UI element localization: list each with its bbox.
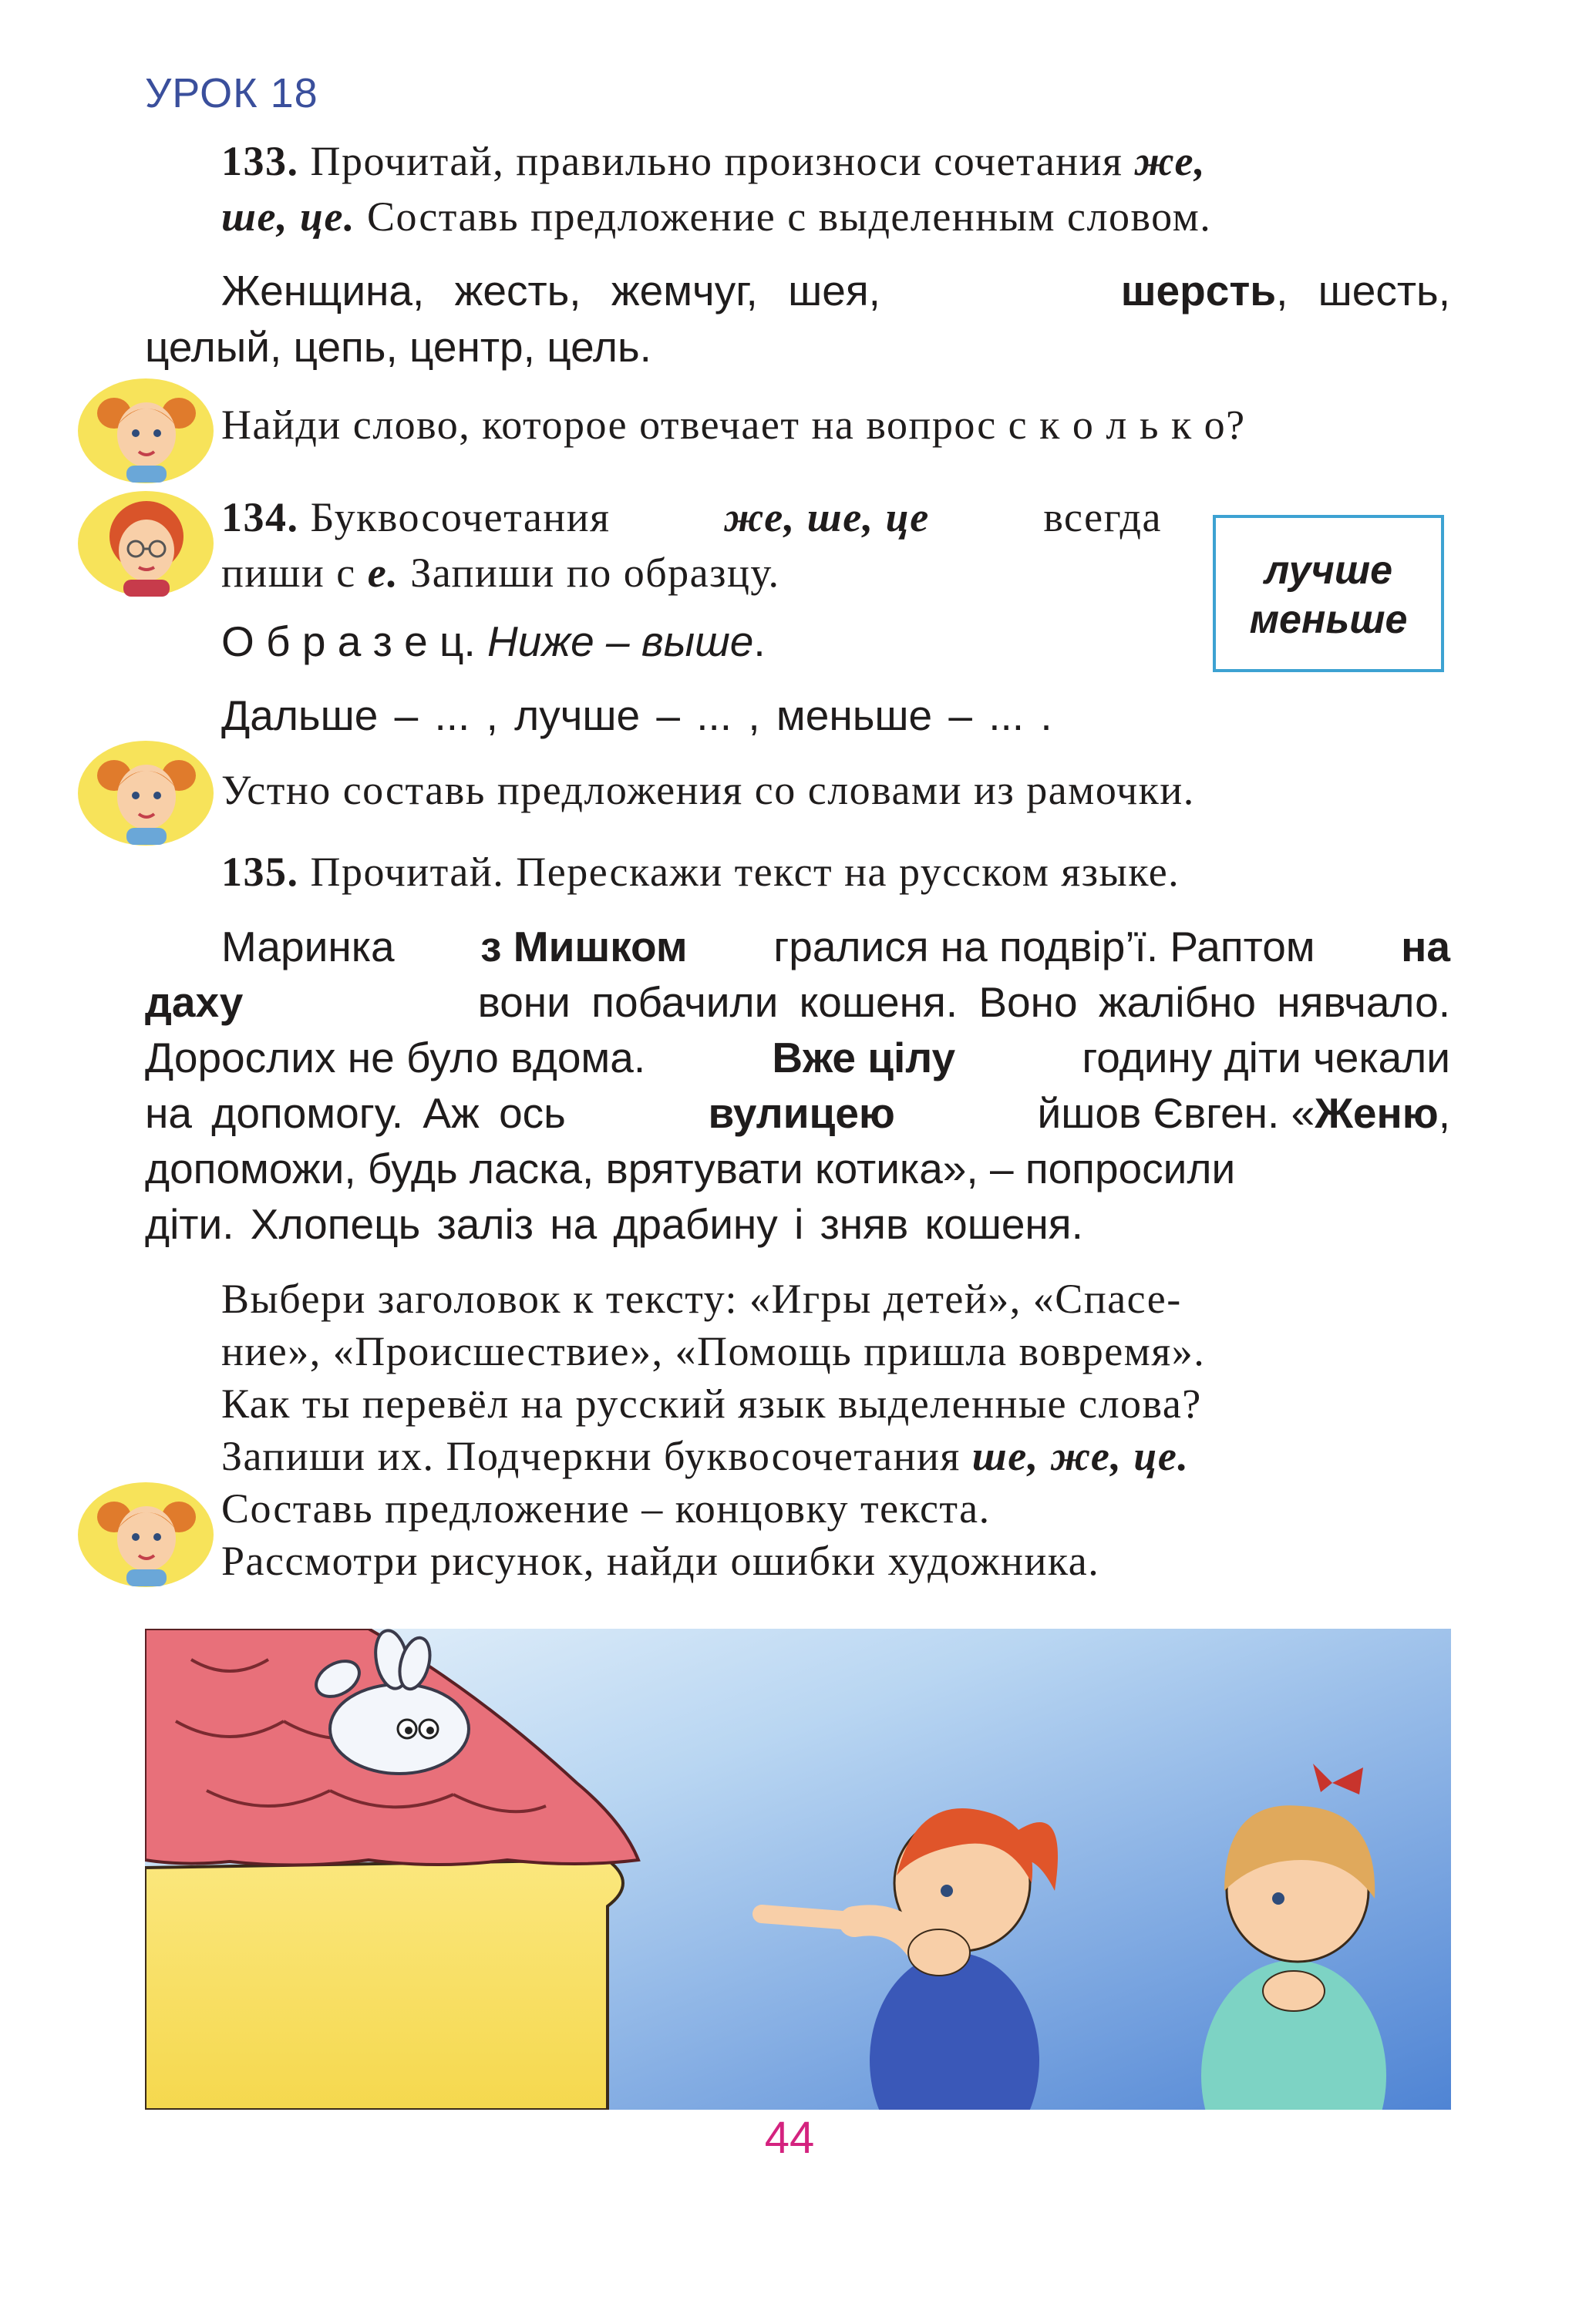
ex133-em-1: же, (1134, 138, 1206, 184)
ex135-text-4a: на допомогу. Аж ось (145, 1089, 566, 1137)
ex134-sample-label: О б р а з е ц. (221, 617, 476, 665)
word-box (1213, 515, 1444, 672)
ex133-instruction-1: Прочитай, правильно произноси сочетания (310, 138, 1123, 184)
ex134-line1 (221, 493, 1162, 541)
ex135-text-3c: годину діти чекали (1082, 1034, 1450, 1081)
ex135-title (221, 848, 1180, 896)
ex133-bold-word: шерсть (1120, 267, 1277, 314)
girl-helper-icon (77, 740, 214, 846)
girl-glasses-helper-icon (77, 490, 214, 597)
ex134-instruction-2-end: Запиши по образцу. (410, 550, 780, 596)
ex135-text-2b: вони побачили кошеня. Воно жалібно нявчало. (477, 978, 1450, 1026)
ex135-question-2: ние», «Происшествие», «Помощь пришла вовремя». (221, 1328, 1206, 1374)
ex134-em-2: е. (367, 550, 399, 596)
word-box-word-2: меньше (1249, 597, 1408, 642)
girl-helper-icon (77, 378, 214, 484)
ex135-text-4b: вулицею (708, 1089, 895, 1137)
ex133-line2 (221, 193, 1211, 240)
ex133-words-a: Женщина, жесть, жемчуг, шея, (221, 267, 880, 314)
ex135-text-4c: йшов Євген. « (1037, 1089, 1315, 1137)
ex133-words-b: , шесть, (1276, 267, 1450, 314)
ex135-text-line3 (145, 1033, 1450, 1082)
ex135-question-4 (221, 1432, 1189, 1480)
ex134-number: 134. (221, 494, 299, 540)
lesson-label: УРОК 18 (145, 70, 318, 116)
ex135-text-1b: з Мишком (480, 923, 688, 970)
ex134-oral-task: Устно составь предложения со словами из рамочки. (221, 767, 1195, 813)
girl-helper-icon (77, 1482, 214, 1588)
ex135-text-2a: даху (145, 978, 244, 1026)
ex134-sample-em: Ниже – выше (487, 617, 754, 665)
ex135-text-4d: Женю (1315, 1089, 1439, 1137)
ex134-task-words: Дальше – ... , лучше – ... , меньше – ... . (221, 691, 1052, 739)
ex135-question-1: Выбери заголовок к тексту: «Игры детей», «Спасе- (221, 1276, 1182, 1322)
ex135-text-line1 (221, 922, 1450, 971)
ex135-text-line4 (145, 1088, 1450, 1138)
ex135-instruction: Прочитай. Перескажи текст на русском языке. (310, 849, 1180, 895)
ex135-number: 135. (221, 849, 299, 895)
ex135-question-6: Рассмотри рисунок, найди ошибки художника. (221, 1538, 1100, 1584)
page-number: 44 (764, 2113, 815, 2163)
ex133-number: 133. (221, 138, 299, 184)
ex134-instruction-2: пиши с (221, 550, 356, 596)
ex135-text-1a: Маринка (221, 923, 395, 970)
ex135-text-3b: Вже цілу (772, 1034, 956, 1081)
ex135-text-line6: діти. Хлопець заліз на драбину і зняв кошеня. (145, 1200, 1083, 1248)
ex135-text-line5: допоможи, будь ласка, врятувати котика», – попросили (145, 1145, 1236, 1192)
ex134-sample (221, 617, 766, 666)
ex135-text-line2 (145, 977, 1450, 1027)
ex135-text-3a: Дорослих не було вдома. (145, 1034, 646, 1081)
word-box-word-1: лучше (1264, 548, 1393, 593)
ex135-question-3: Как ты перевёл на русский язык выделенные слова? (221, 1381, 1202, 1427)
story-illustration (145, 1629, 1451, 2110)
ex134-sample-end: . (753, 617, 766, 665)
illustration-scene (145, 1629, 1451, 2110)
ex133-words-line2: целый, цепь, центр, цель. (145, 323, 651, 371)
ex133-instruction-2: Составь предложение с выделенным словом. (366, 193, 1212, 240)
ex133-line1 (221, 137, 1206, 185)
ex135-question-5: Составь предложение – концовку текста. (221, 1485, 991, 1532)
ex133-words-line1 (221, 266, 1450, 315)
ex135-text-4e: , (1438, 1089, 1450, 1137)
ex135-question-4-em: ше, же, це. (971, 1433, 1190, 1479)
ex134-em-1: же, ше, це (724, 494, 930, 540)
ex133-em-2: ше, це. (221, 193, 355, 240)
ex134-instruction-1-end: всегда (1043, 494, 1162, 540)
ex135-text-1c: гралися на подвір’ї. Раптом (773, 923, 1315, 970)
ex134-instruction-1: Буквосочетания (310, 494, 611, 540)
ex133-task: Найди слово, которое отвечает на вопрос с к о л ь к о? (221, 402, 1246, 448)
ex135-question-4a: Запиши их. Подчеркни буквосочетания (221, 1433, 961, 1479)
ex134-line2 (221, 549, 779, 597)
ex135-text-1d: на (1401, 923, 1450, 970)
